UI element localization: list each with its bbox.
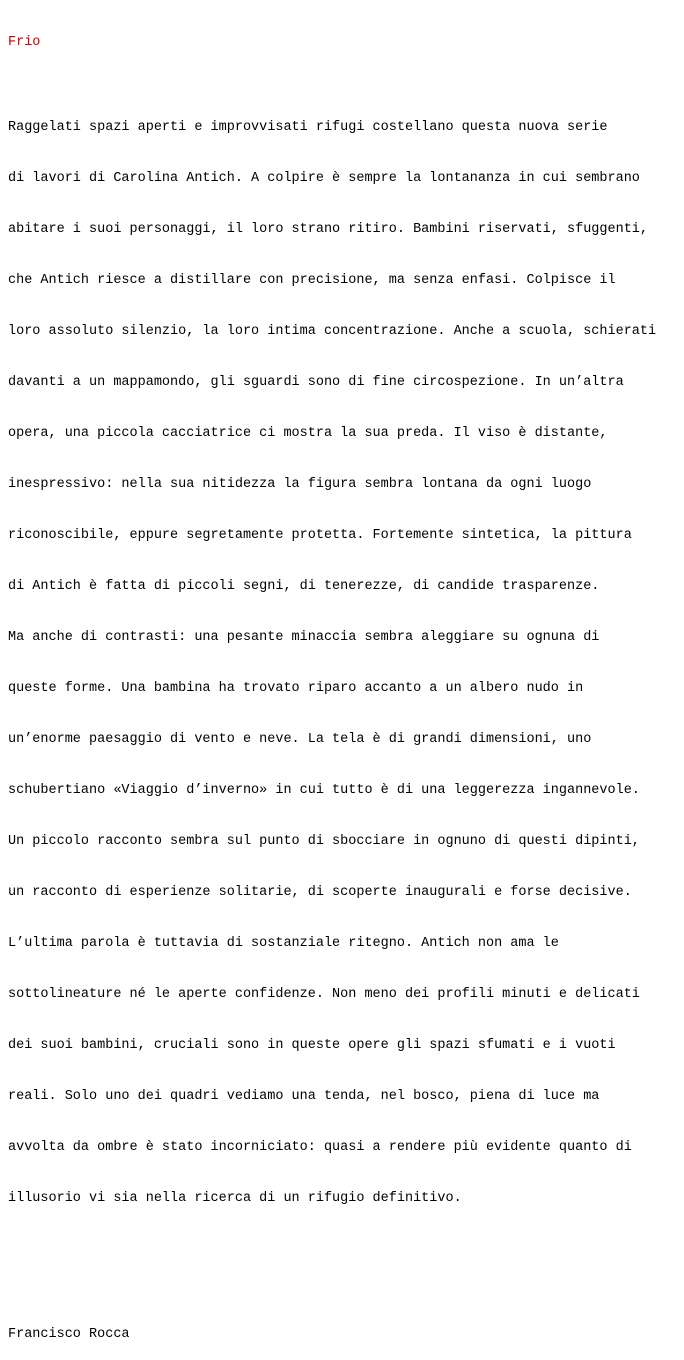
body-line: un racconto di esperienze solitarie, di scoperte inaugurali e forse decisive. <box>8 885 632 900</box>
body-line: abitare i suoi personaggi, il loro strano ritiro. Bambini riservati, sfuggenti, <box>8 222 649 237</box>
body-line: un’enorme paesaggio di vento e neve. La tela è di grandi dimensioni, uno <box>8 732 592 747</box>
document-body <box>8 85 684 1241</box>
author-signature: Francisco Rocca <box>8 1327 130 1342</box>
body-line: L’ultima parola è tuttavia di sostanziale ritegno. Antich non ama le <box>8 936 559 951</box>
body-line: schubertiano «Viaggio d’inverno» in cui tutto è di una leggerezza ingannevole. <box>8 783 640 798</box>
body-line: loro assoluto silenzio, la loro intima concentrazione. Anche a scuola, schierati <box>8 324 657 339</box>
body-line: di lavori di Carolina Antich. A colpire è sempre la lontananza in cui sembrano <box>8 171 640 186</box>
body-line: dei suoi bambini, cruciali sono in queste opere gli spazi sfumati e i vuoti <box>8 1038 616 1053</box>
spacer <box>8 1275 684 1292</box>
body-line: davanti a un mappamondo, gli sguardi sono di fine circospezione. In un’altra <box>8 375 624 390</box>
body-line: sottolineature né le aperte confidenze. Non meno dei profili minuti e delicati <box>8 987 640 1002</box>
body-line: Un piccolo racconto sembra sul punto di sbocciare in ognuno di questi dipinti, <box>8 834 640 849</box>
body-line: reali. Solo uno dei quadri vediamo una tenda, nel bosco, piena di luce ma <box>8 1089 600 1104</box>
body-line: avvolta da ombre è stato incorniciato: quasi a rendere più evidente quanto di <box>8 1140 632 1155</box>
document-page <box>8 0 684 1360</box>
body-line: di Antich è fatta di piccoli segni, di tenerezze, di candide trasparenze. <box>8 579 600 594</box>
body-line: Ma anche di contrasti: una pesante minaccia sembra aleggiare su ognuna di <box>8 630 600 645</box>
document-title: Frio <box>8 35 41 50</box>
body-line: queste forme. Una bambina ha trovato riparo accanto a un albero nudo in <box>8 681 584 696</box>
body-line: opera, una piccola cacciatrice ci mostra la sua preda. Il viso è distante, <box>8 426 608 441</box>
body-line: che Antich riesce a distillare con precisione, ma senza enfasi. Colpisce il <box>8 273 616 288</box>
body-line: illusorio vi sia nella ricerca di un rifugio definitivo. <box>8 1191 462 1206</box>
body-line: riconoscibile, eppure segretamente protetta. Fortemente sintetica, la pittura <box>8 528 632 543</box>
body-line: inespressivo: nella sua nitidezza la figura sembra lontana da ogni luogo <box>8 477 592 492</box>
body-line: Raggelati spazi aperti e improvvisati rifugi costellano questa nuova serie <box>8 120 608 135</box>
